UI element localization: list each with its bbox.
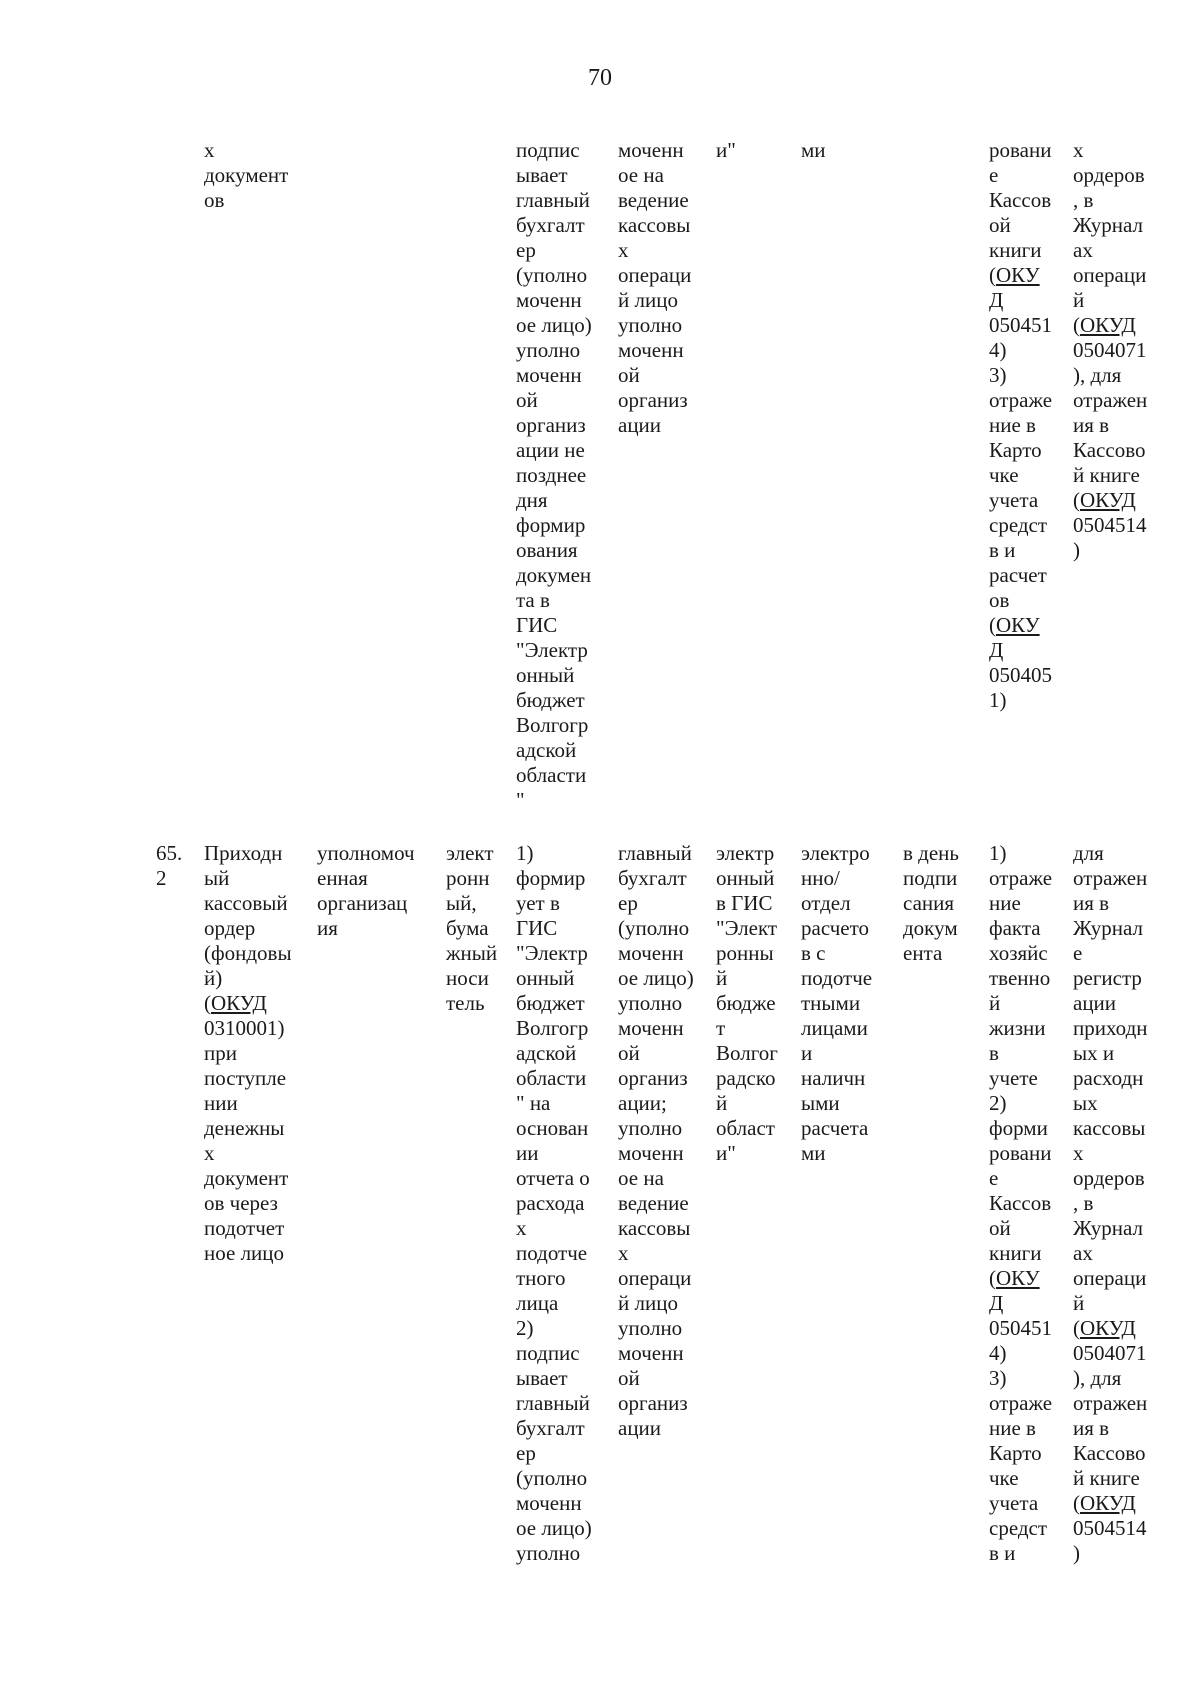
cell-purpose: ровани е Кассов ой книги (ОКУ Д 050451 4) 3) отраже ние в Карто чке учета средст в и расчет ов (ОКУ Д 050405 1)	[989, 138, 1053, 712]
cell-document: Приходн ый кассовый ордер (фондовы й) (ОКУД 0310001) при поступле нии денежны х документ ов через подотчет ное лицо	[204, 841, 292, 1265]
cell-signer: главный бухгалт ер (уполно моченн ое лицо) уполно моченн ой организ ации; уполно моченн ое на ведение кассовы х операци й лицо уполно моченн ой организ ации	[618, 841, 694, 1440]
cell-exchange: ми	[801, 138, 826, 162]
cell-note: для отражен ия в Журнал е регистр ации приходн ых и расходн ых кассовы х ордеров , в Журнал ах операци й (ОКУД 0504071 ), для отражен ия в Кассово й книге (ОКУД 0504514 )	[1073, 841, 1148, 1565]
page-number: 70	[588, 65, 612, 91]
cell-system: электр онный в ГИС "Элект ронны й бюдже т Волгог радско й област и"	[716, 841, 778, 1165]
cell-purpose: 1) отраже ние факта хозяйс твенно й жизни в учете 2) форми ровани е Кассов ой книги (ОКУ Д 050451 4) 3) отраже ние в Карто чке учета средст в и	[989, 841, 1053, 1565]
cell-deadline: в день подпи сания докум ента	[903, 841, 959, 965]
cell-signer: моченн ое на ведение кассовы х операци й лицо уполно моченн ой организ ации	[618, 138, 692, 437]
cell-note: х ордеров , в Журнал ах операци й (ОКУД 0504071 ), для отражен ия в Кассово й книге (ОКУД 0504514 )	[1073, 138, 1148, 562]
cell-procedure: подпис ывает главный бухгалт ер (уполно моченн ое лицо) уполно моченн ой организ ации не позднее дня формир ования докумен та в ГИС "Электр онный бюджет Волгогр адской области "	[516, 138, 592, 812]
cell-system: и"	[716, 138, 736, 162]
cell-document: х документ ов	[204, 138, 289, 212]
cell-number: 65. 2	[156, 841, 183, 890]
cell-procedure: 1) формир ует в ГИС "Электр онный бюджет Волгогр адской области " на основан ии отчета о расхода х подотче тного лица 2) подпис ывает главный бухгалт ер (уполно моченн ое лицо) уполно	[516, 841, 592, 1565]
cell-exchange: электро нно/ отдел расчето в с подотче тными лицами и наличн ыми расчета ми	[801, 841, 873, 1165]
cell-form: элект ронн ый, бума жный носи тель	[446, 841, 498, 1015]
cell-responsible: уполномоч енная организац ия	[317, 841, 415, 940]
